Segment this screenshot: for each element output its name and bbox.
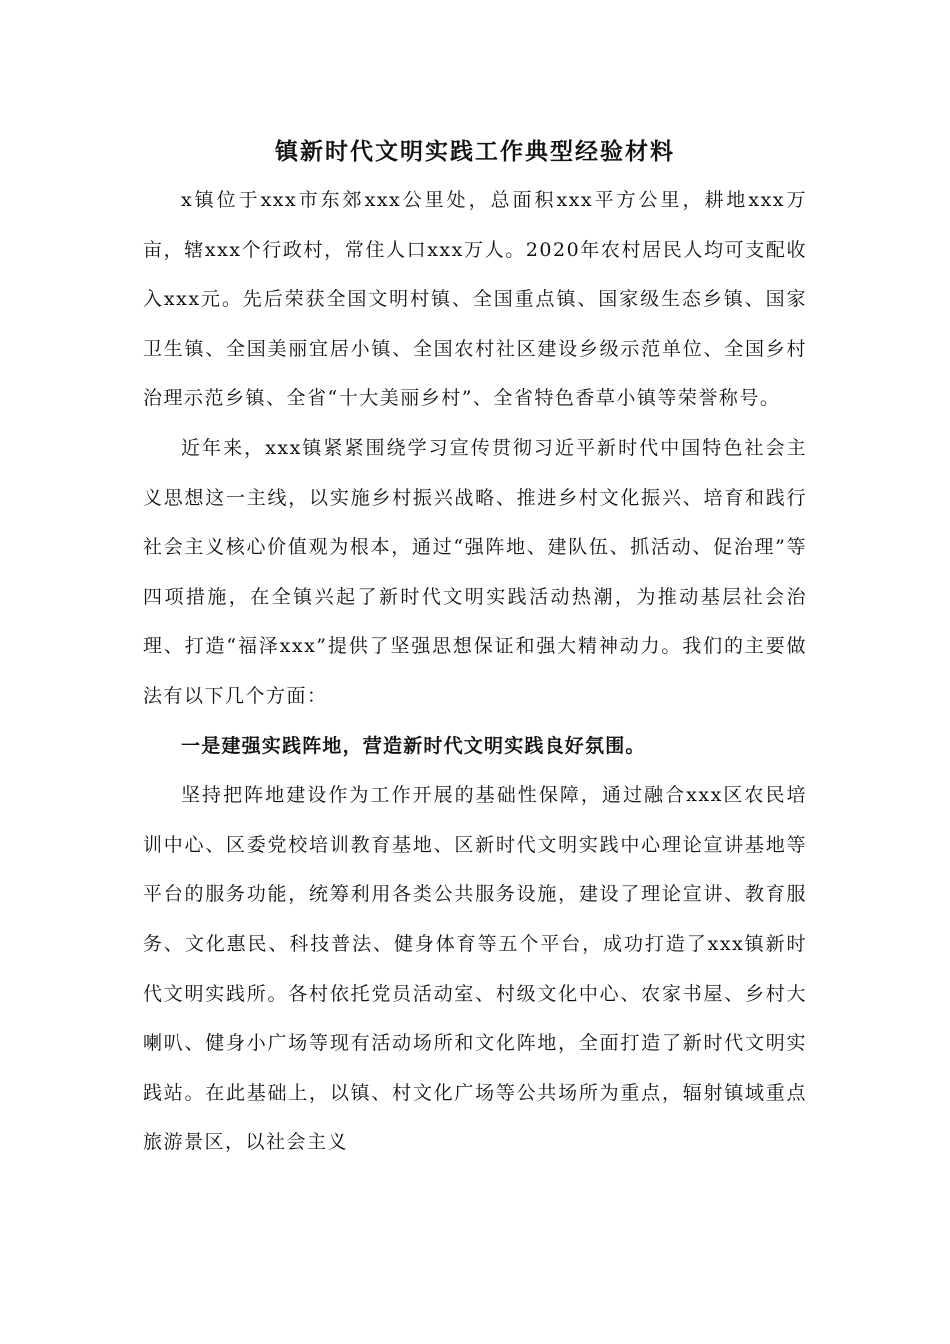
document-body <box>143 128 807 1168</box>
overview-paragraph: 近年来，xxx镇紧紧围绕学习宣传贯彻习近平新时代中国特色社会主义思想这一主线，以实施乡村振兴战略、推进乡村文化振兴、培育和践行社会主义核心价值观为根本，通过“强阵地、建队伍、抓活动、促治理”等四项措施，在全镇兴起了新时代文明实践活动热潮，为推动基层社会治理、打造“福泽xxx”提供了坚强思想保证和强大精神动力。我们的主要做法有以下几个方面： <box>143 436 807 707</box>
intro-paragraph: x镇位于xxx市东郊xxx公里处，总面积xxx平方公里，耕地xxx万亩，辖xxx个行政村，常住人口xxx万人。2020年农村居民人均可支配收入xxx元。先后荣获全国文明村镇、全国重点镇、国家级生态乡镇、国家卫生镇、全国美丽宜居小镇、全国农村社区建设乡级示范单位、全国乡村治理示范乡镇、全省“十大美丽乡村”、全省特色香草小镇等荣誉称号。 <box>143 189 807 410</box>
section-heading: 一是建强实践阵地，营造新时代文明实践良好氛围。 <box>181 734 646 757</box>
section-paragraph: 坚持把阵地建设作为工作开展的基础性保障，通过融合xxx区农民培训中心、区委党校培训教育基地、区新时代文明实践中心理论宣讲基地等平台的服务功能，统筹利用各类公共服务设施，建设了理论宣讲、教育服务、文化惠民、科技普法、健身体育等五个平台，成功打造了xxx镇新时代文明实践所。各村依托党员活动室、村级文化中心、农家书屋、乡村大喇叭、健身小广场等现有活动场所和文化阵地，全面打造了新时代文明实践站。在此基础上，以镇、村文化广场等公共场所为重点，辐射镇域重点旅游景区，以社会主义 <box>143 784 807 1154</box>
document-title: 镇新时代文明实践工作典型经验材料 <box>275 138 675 165</box>
